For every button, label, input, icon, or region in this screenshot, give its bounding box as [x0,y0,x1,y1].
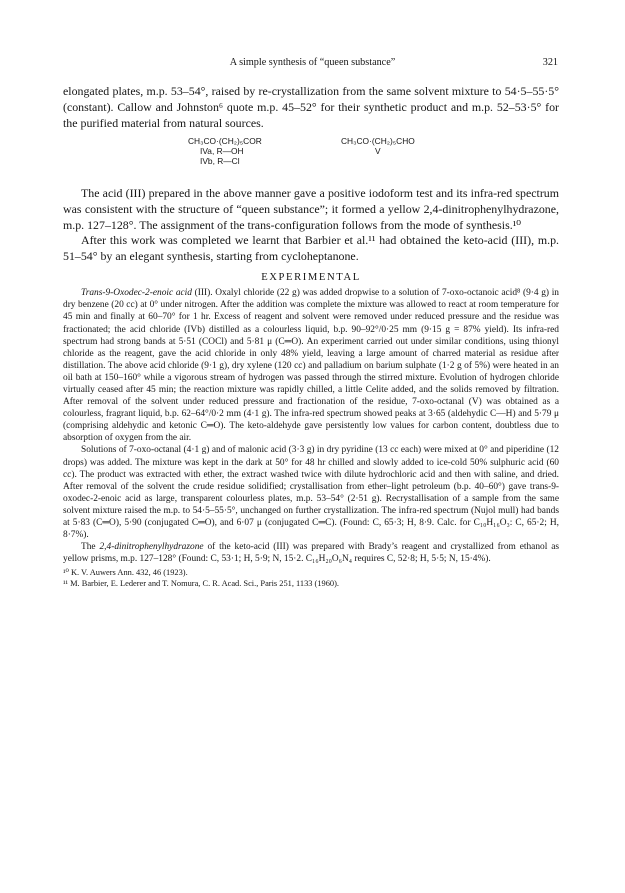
section-heading-experimental: EXPERIMENTAL [261,272,361,284]
experimental-paragraph-3 [63,541,559,565]
compound-name-label: Trans-9-Oxodec-2-enoic acid [81,288,192,299]
experimental-text-3: of the keto-acid (III) was prepared with Brady’s reagent and crystallized from ethanol as yellow prisms, m.p. 127–128° (Found: C, 53·1; H, 5·9; N, 15·2. C₁₆H₂₀O₆N₄ requires C, 52·8; H, 5·5; N, 15·4%). [63,542,560,565]
article-body [63,84,559,590]
formula-v-main: CH₃CO·(CH₂)₅CHO [341,135,415,146]
paragraph-acid-iii: The acid (III) prepared in the above manner gave a positive iodoform test and its infra-red spectrum was consistent with the structure of “queen substance”; it formed a yellow 2,4-dinitrophenylhydrazone, m.p. 127–128°. The assignment of the trans-configuration follows from the mode of synthesis.¹⁰ [63,185,559,232]
formula-iva-label: IVa, R—OH [200,145,244,156]
structural-formulas [63,136,559,180]
page-number: 321 [542,57,558,68]
formula-iv-main: CH₃CO·(CH₂)₅COR [188,135,262,146]
experimental-paragraph-2: Solutions of 7-oxo-octanal (4·1 g) and of malonic acid (3·3 g) in dry pyridine (13 cc each) were mixed at 0° and piperidine (12 drops) was added. The mixture was kept in the dark at 50° for 48 hr chilled and slowly added to ice-cold 50% sulphuric acid (60 cc). The product was extracted with ether, the extract washed twice with dilute hydrochloric acid and then with saline, and dried. After removal of the solvent the crude residue solidified; crystallisation from ether–light petroleum (b.p. 40–60°) gave trans-9-oxodec-2-enoic acid as large, transparent colourless plates, m.p. 53–54° (2·51 g). Recrystallisation of a sample from the same solvent mixture raised the m.p. to 54·5–55·5°, unchanged on further crystallization. The infra-red spectrum (Nujol mull) had bands at 5·83 (C═O), 5·90 (conjugated C═O), and 6·07 μ (conjugated C═C). (Found: C, 65·3; H, 8·9. Calc. for C₁₀H₁₆O₃: C, 65·2; H, 8·7%). [63,445,559,541]
experimental-paragraph-1 [63,287,559,444]
footnote-11: ¹¹ M. Barbier, E. Lederer and T. Nomura, C. R. Acad. Sci., Paris 251, 1133 (1960). [63,579,339,588]
formula-v-label: V [375,145,381,156]
paragraph-continuation: elongated plates, m.p. 53–54°, raised by re-crystallization from the same solvent mixture to 54·5–55·5° (constant). Callow and Johnston⁶ quote m.p. 45–52° for their synthetic product and m.p. 52–53·5° for the purified material from natural sources. [63,84,559,130]
formula-iv [188,136,262,166]
running-header [0,57,625,73]
running-title: A simple synthesis of “queen substance” [229,57,396,68]
hydrazone-label: 2,4-dinitrophenylhydrazone [99,542,204,553]
footnotes [63,568,559,589]
experimental-text-1: (III). Oxalyl chloride (22 g) was added dropwise to a solution of 7-oxo-octanoic acid⁸ (9·4 g) in dry benzene (20 cc) at 0° under nitrogen. After the addition was complete the mixture was allowed to react at room temperature for 45 min and finally at 60–70° for 1 hr. Excess of reagent and solvent were removed under reduced pressure and the residue was fractionated; the acid chloride (IVb) distilled as a colourless liquid, b.p. 90–92°/0·25 mm (9·15 g = 87% yield). Its infra-red spectrum had strong bands at 5·51 (COCl) and 5·81 μ (C═O). An experiment carried out under similar conditions, using thionyl chloride as the reagent, gave the acid chloride in only 48% yield, leaving a large amount of charred material as residue after distillation. The above acid chloride (9·1 g), dry xylene (120 cc) and palladium on barium sulphate (1·2 g of 5%) were heated in an oil bath at 150–160° while a vigorous stream of hydrogen was passed through the stirred mixture. Evolution of hydrogen chloride virtually ceased after 45 min; the reaction mixture was rapidly chilled, a little Celite added, and the solids removed by filtration. After removal of the solvent under reduced pressure and fractionation of the residue, 7-oxo-octanal (V) was obtained as a colourless, fragrant liquid, b.p. 62–64°/0·2 mm (4·1 g). The infra-red spectrum showed peaks at 3·65 (aldehydic C—H) and 5·79 μ (comprising aldehydic and ketonic C═O). The keto-aldehyde gave persistently low values for carbon content, doubtless due to absorption of oxygen from the air. [63,288,559,444]
formula-ivb-label: IVb, R—Cl [200,155,240,166]
formula-v [341,136,415,156]
footnote-10: ¹⁰ K. V. Auwers Ann. 432, 46 (1923). [63,568,188,578]
experimental-text-3-prefix: The [81,542,100,553]
paragraph-barbier: After this work was completed we learnt that Barbier et al.¹¹ had obtained the keto-acid (III), m.p. 51–54° by an elegant synthesis, starting from cycloheptanone. [63,233,559,264]
